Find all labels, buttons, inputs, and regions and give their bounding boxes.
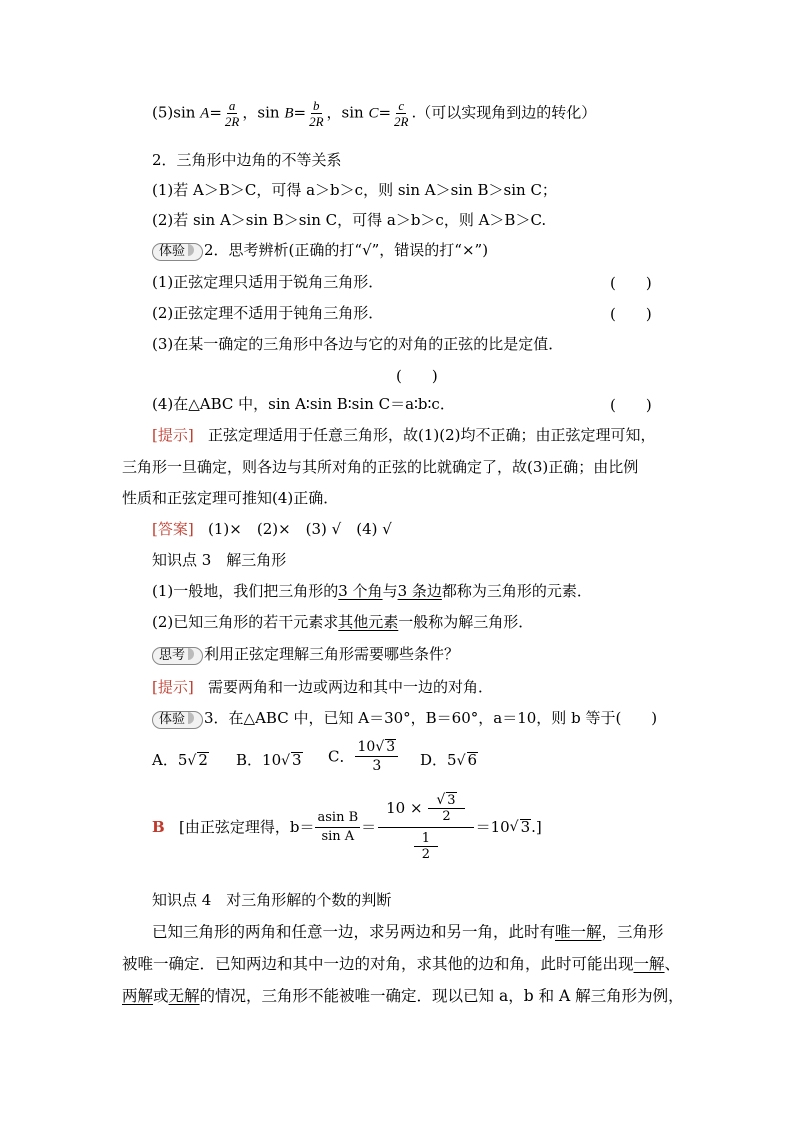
answer-label: [答案] — [152, 520, 194, 538]
hint-label: [提示] — [152, 426, 194, 444]
k4-para-line-3: 两解或无解的情况，三角形不能被唯一确定．现以已知 a，b 和 A 解三角形为例， — [122, 987, 684, 1005]
answer-blank-1: ( ) — [610, 274, 652, 292]
fraction-c-2R: $\frac{c}{2R}$ — [394, 98, 409, 129]
section-2-heading: 2．三角形中边角的不等关系 — [152, 151, 342, 169]
answer-blank-2: ( ) — [610, 305, 652, 323]
inequality-2: (2)若 sin A＞sin B＞sin C，可得 a＞b＞c，则 A＞B＞C. — [152, 211, 547, 229]
k4-para-line-1: 已知三角形的两角和任意一边，求另两边和另一角，此时有唯一解，三角形 — [152, 923, 664, 941]
statement-1: (1)正弦定理只适用于锐角三角形． — [152, 273, 384, 291]
hint-line-3: 性质和正弦定理可推知(4)正确． — [122, 489, 339, 507]
k3-item-2: (2)已知三角形的若干元素求其他元素一般称为解三角形． — [152, 613, 534, 631]
solution-answer-letter: B — [152, 818, 165, 836]
hint-line-1: [提示] 正弦定理适用于任意三角形，故(1)(2)均不正确；由正弦定理可知， — [152, 426, 656, 444]
solution-big-fraction: 10 × $\frac{√ 3}{2}$ $\frac{1}{2}$ — [378, 792, 473, 862]
think-question: 思考 利用正弦定理解三角形需要哪些条件？ — [152, 644, 459, 665]
option-B: B．10√ 3 — [236, 751, 302, 769]
answer-line: [答案] (1)× (2)× (3) √ (4) √ — [152, 520, 392, 538]
knowledge-point-3-title: 知识点 3 解三角形 — [152, 551, 287, 569]
law-of-sines-formula: (5)sin A= $\frac{a}{2R}$ ，sin B= $\frac{b}{2R}$ ，sin C= $\frac{c}{2R}$ .（可以实现角到边的转化） — [152, 98, 597, 129]
answer-blank-4: ( ) — [610, 396, 652, 414]
k4-para-line-2: 被唯一确定．已知两边和其中一边的对角，求其他的边和角，此时可能出现一解、 — [122, 955, 681, 973]
think-hint: [提示] 需要两角和一边或两边和其中一边的对角． — [152, 678, 494, 696]
exercise-2-prompt: 体验 2．思考辨析(正确的打“√”，错误的打“×”) — [152, 240, 488, 261]
fraction-b-2R: $\frac{b}{2R}$ — [309, 98, 324, 129]
tiyan-badge: 体验 — [152, 711, 203, 729]
fraction-a-2R: $\frac{a}{2R}$ — [224, 98, 240, 129]
hint-line-2: 三角形一旦确定，则各边与其所对角的正弦的比就确定了，故(3)正确；由比例 — [122, 458, 639, 476]
statement-2: (2)正弦定理不适用于钝角三角形． — [152, 304, 384, 322]
sikao-badge: 思考 — [152, 647, 203, 665]
option-A: A．5√ 2 — [152, 751, 208, 769]
answer-blank-3: ( ) — [396, 367, 438, 385]
tiyan-badge: 体验 — [152, 243, 203, 261]
knowledge-point-4-title: 知识点 4 对三角形解的个数的判断 — [152, 891, 392, 909]
statement-3: (3)在某一确定的三角形中各边与它的对角的正弦的比是定值． — [152, 335, 564, 353]
k3-item-1: (1)一般地，我们把三角形的3 个角与3 条边都称为三角形的元素． — [152, 582, 592, 600]
inequality-1: (1)若 A＞B＞C，可得 a＞b＞c，则 sin A＞sin B＞sin C； — [152, 181, 557, 199]
option-C: C． $\frac{10√ 3}{3}$ — [328, 738, 399, 775]
option-D: D．5√ 6 — [420, 751, 478, 769]
statement-4: (4)在△ABC 中，sin A∶sin B∶sin C＝a∶b∶c． — [152, 395, 455, 413]
exercise-3-prompt: 体验 3．在△ABC 中，已知 A＝30°，B＝60°，a＝10，则 b 等于( ) — [152, 708, 657, 729]
solution-line: B [由正弦定理得，b＝ $\frac{\text{asin B}}{\text{sin A}}$ ＝ 10 × $\frac{√ 3}{2}$ $\frac{1}{2}$ ＝10√ 3.] — [152, 792, 542, 862]
